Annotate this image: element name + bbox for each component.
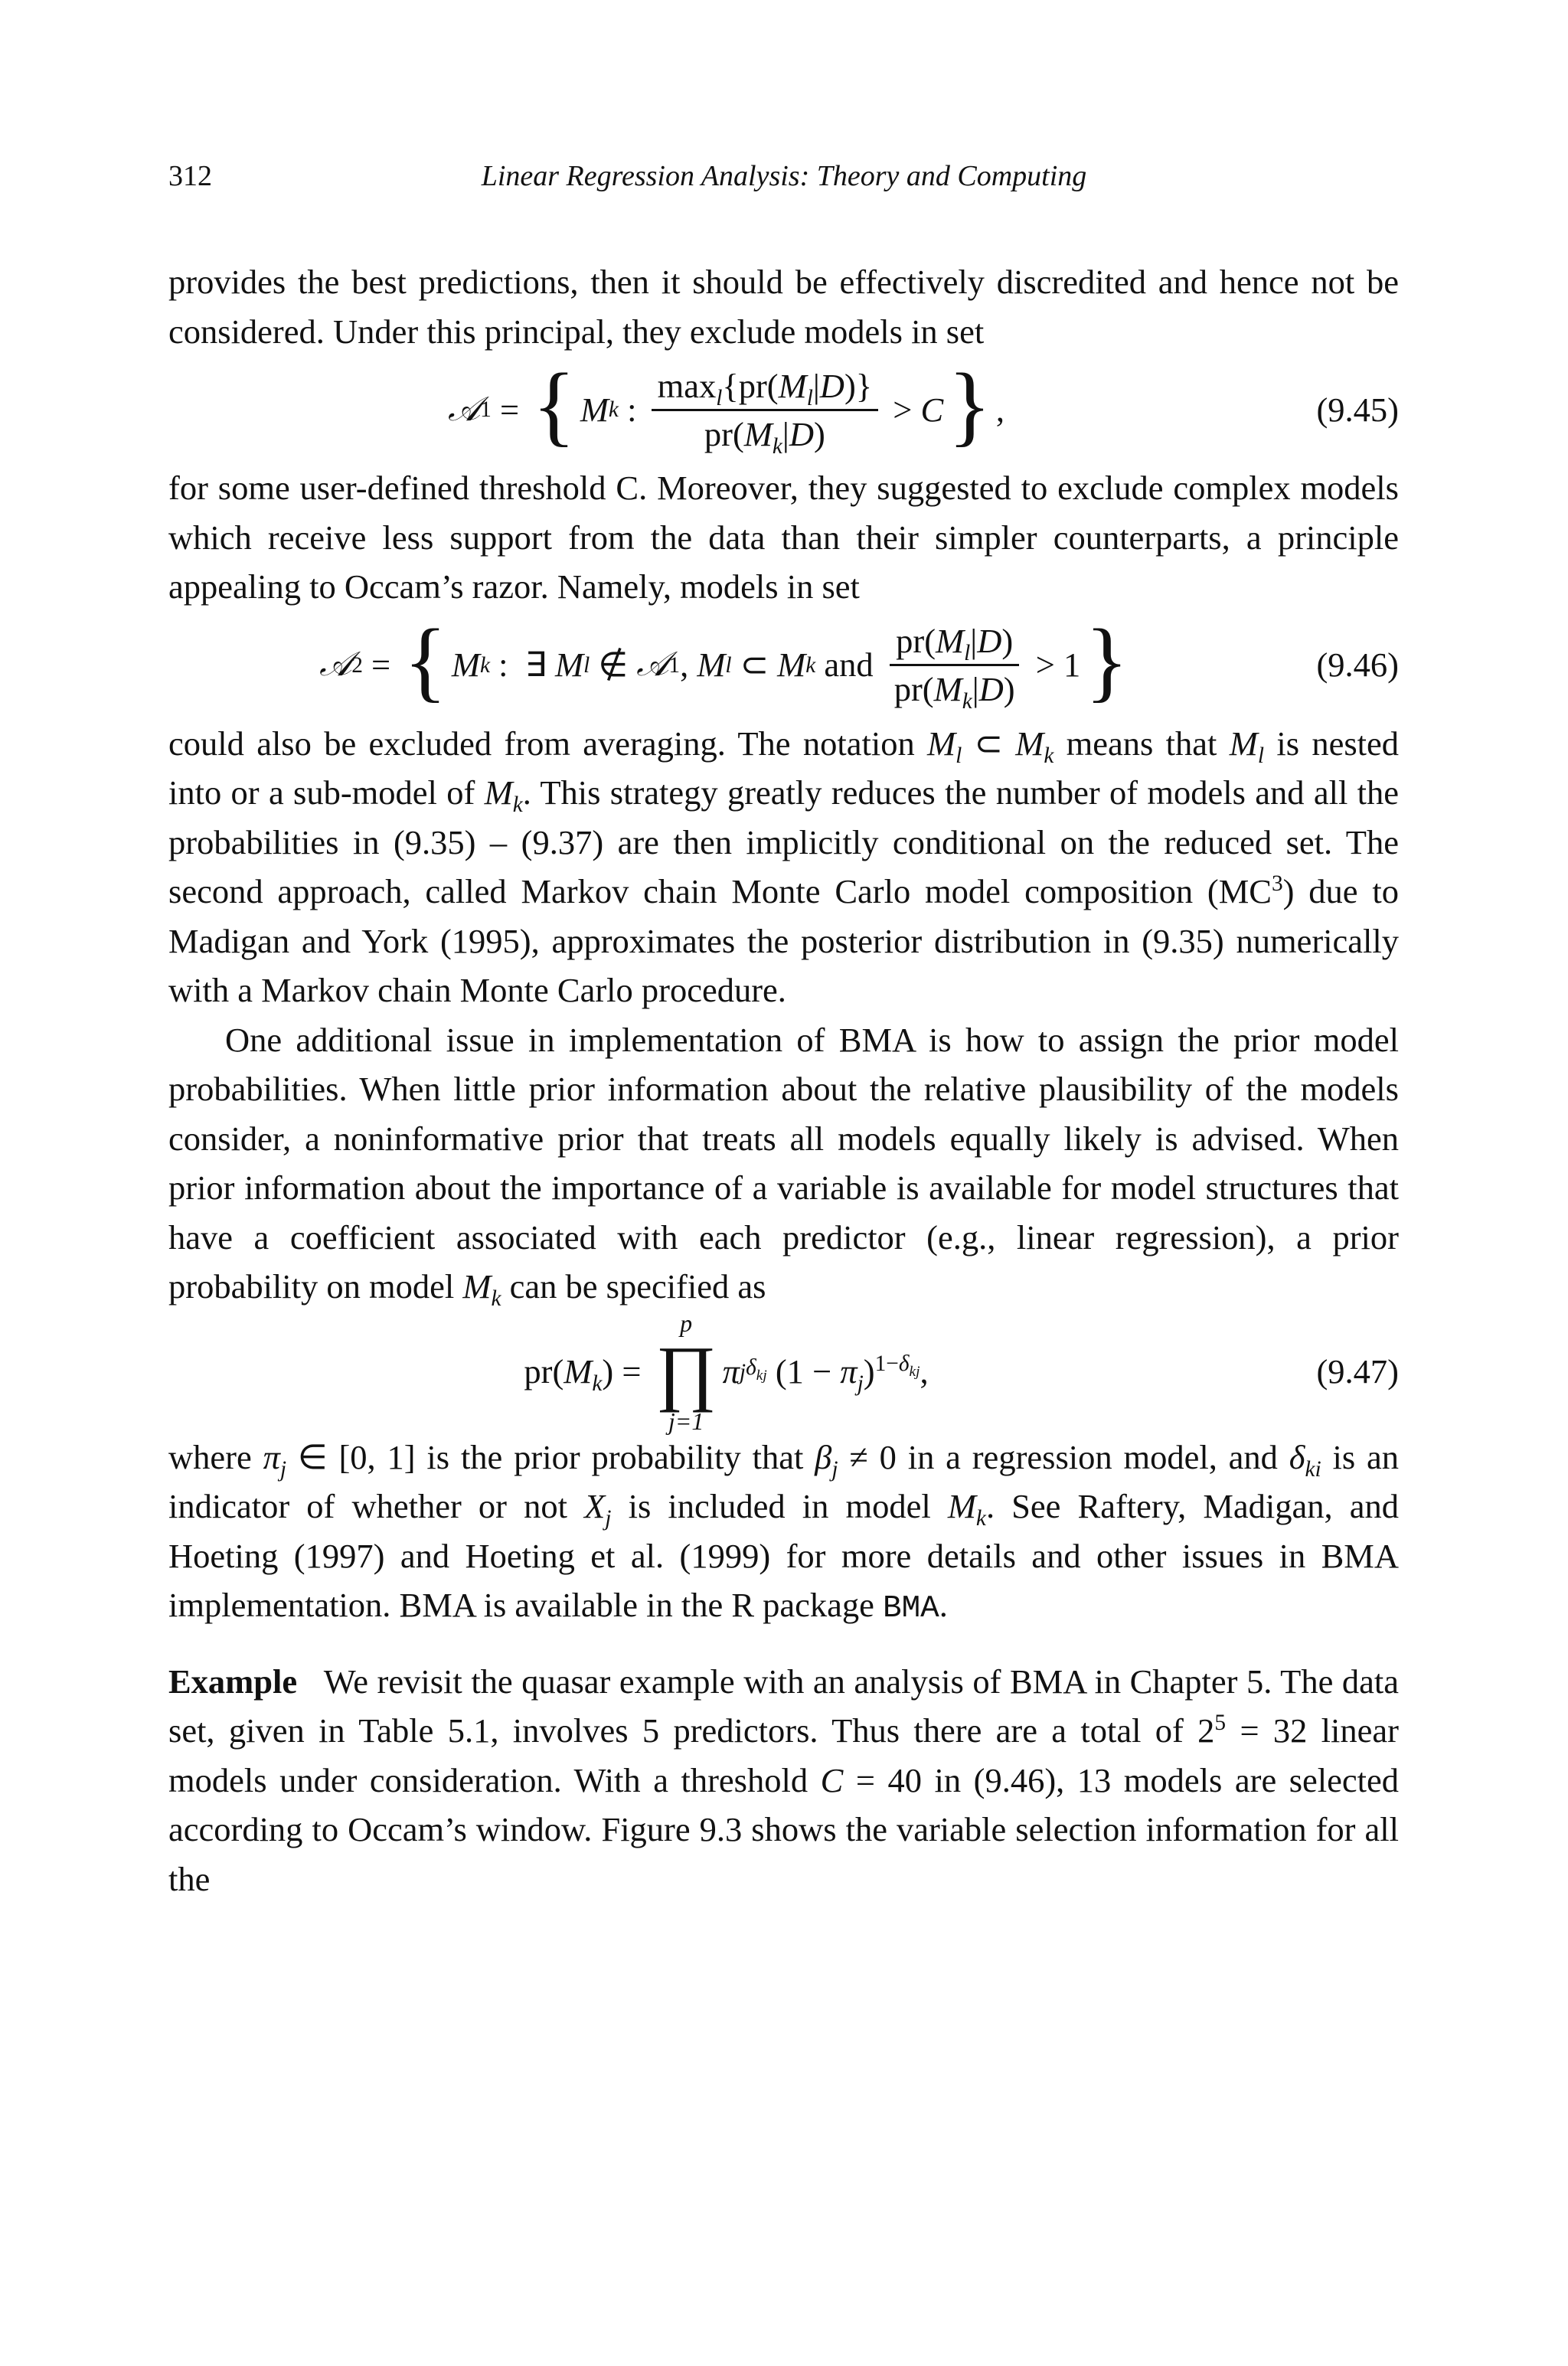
paragraph-4: One additional issue in implementation of BMA is how to assign the prior model probabilities. When little prior information about the relative plausibility of the models consider, a noninformative prior that treats all models equally likely is advised. When prior information about the importance of a variable is available for model structures that have a coefficient associated with each predictor (e.g., linear regression), a prior probability on model $M_k$ can be specified as: [168, 1020, 1399, 1311]
page-body: [168, 257, 1399, 1904]
equation-9-47-content: $pr(M_k)$ = p ∏ j=1 π j $\delta_{kj}$ $(1 - \pi_j)^{1-\delta_{kj}}$,: [524, 1309, 929, 1435]
equation-9-45-label: (9.45): [1316, 390, 1399, 429]
example-heading: Example: [168, 1662, 298, 1701]
paragraph-5: where $\pi_j$ ∈ [0, 1] is the prior probability that $\beta_j \ne 0$ in a regression model, and $\delta_{ki}$ is an indicator of whether or not $X_j$ is included in model $M_k$. See Raftery, Madigan, and Hoeting (1997) and Hoeting et al. (1999) for more details and other issues in BMA implementation. BMA is available in the R package BMA.: [168, 1437, 1400, 1626]
equation-9-47: [168, 1309, 1399, 1435]
equation-9-46-label: (9.46): [1316, 645, 1399, 685]
running-title: Linear Regression Analysis: Theory and Computing: [481, 160, 1087, 192]
package-name: BMA: [883, 1591, 939, 1626]
page-number: 312: [168, 160, 212, 192]
equation-9-45: [168, 355, 1399, 460]
equation-9-45-content: 𝒜 1 = { M k : $\frac{\max_l\{pr(M_l|D)\}}{pr(M_k|D)}$ > C } ,: [448, 355, 1004, 459]
equation-9-46: [168, 609, 1399, 716]
example-paragraph: Example We revisit the quasar example with an analysis of BMA in Chapter 5. The data set, given in Table 5.1, involves 5 predictors. Thus there are a total of $2^5 = 32$ linear models under consideration. With a threshold C = 40 in (9.46), 13 models are selected according to Occam’s window. Figure 9.3 shows the variable selection information for all the: [168, 1662, 1400, 1898]
paragraph-1: provides the best predictions, then it should be effectively discredited and hence not be considered. Under this principal, they exclude models in set: [168, 263, 1399, 351]
paragraph-3: could also be excluded from averaging. The notation $M_l$ ⊂ $M_k$ means that $M_l$ is nested into or a sub-model of $M_k$. This strategy greatly reduces the number of models and all the probabilities in (9.35) – (9.37) are then implicitly conditional on the reduced set. The second approach, called Markov chain Monte Carlo model composition $(MC^3)$ due to Madigan and York (1995), approximates the posterior distribution in (9.35) numerically with a Markov chain Monte Carlo procedure.: [168, 724, 1400, 1009]
equation-9-46-content: 𝒜 2 = { M k : ∃ M l ∉ 𝒜 1 , M l ⊂ M k and $\frac{pr(M_l|D)}{pr(M_k|D)}$ > 1 }: [319, 609, 1129, 714]
equation-9-47-label: (9.47): [1316, 1352, 1399, 1391]
paragraph-2: for some user-defined threshold C. Moreover, they suggested to exclude complex models which receive less support from the data than their simpler counterparts, a principle appealing to Occam’s razor. Namely, models in set: [168, 469, 1399, 606]
running-header: [168, 159, 1400, 202]
